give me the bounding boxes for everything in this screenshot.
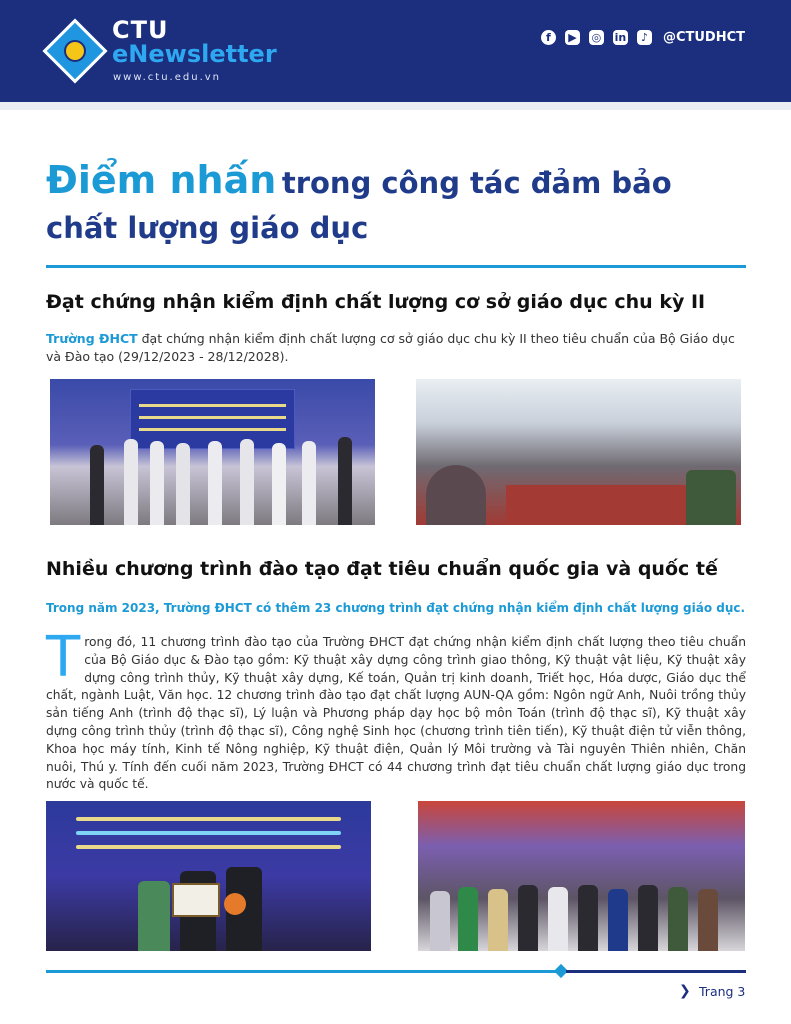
social-links [541, 30, 745, 45]
ctu-logo-icon [42, 18, 107, 83]
brand-enewsletter: eNewsletter [112, 40, 277, 68]
photo-banner [130, 389, 295, 449]
section2-body-text: rong đó, 11 chương trình đào tạo của Trường ĐHCT đạt chứng nhận kiểm định chất lượng theo tiêu chuẩn của Bộ Giáo dục & Đào tạo gồm: Kỹ thuật xây dựng công trình giao thông, Kỹ thuật vật liệu, Kỹ thuật xây dựng công trình thủy, Kỹ thuật xây dựng, Kế toán, Quản trị kinh doanh, Triết học, Hóa dược, Giáo dục thể chất, ngành Luật, Văn học. 12 chương trình đào tạo đạt chất lượng AUN-QA gồm: Ngôn ngữ Anh, Nuôi trồng thủy sản tiếng Anh (trình độ thạc sĩ), Lý luận và Phương pháp dạy học bộ môn Toán (trình độ thạc sĩ), Kỹ thuật xây dựng công trình thủy (trình độ thạc sĩ), Công nghệ Sinh học (chương trình tiên tiến), Kỹ thuật điện tử viễn thông, Khoa học máy tính, Kinh tế Nông nghiệp, Kỹ thuật điện, Quản lý Môi trường và Tài nguyên Thiên nhiên, Chăn nuôi, Thú y. Tính đến cuối năm 2023, Trường ĐHCT có 44 chương trình đạt tiêu chuẩn chất lượng giáo dục trong nước và quốc tế. [46, 635, 746, 792]
footer-divider-left [46, 970, 556, 973]
header-bar [0, 0, 791, 104]
tiktok-icon[interactable]: ♪ [637, 30, 652, 45]
page-title [46, 160, 746, 253]
social-handle[interactable]: @CTUDHCT [662, 30, 745, 45]
website-url: www.ctu.edu.vn [113, 72, 222, 83]
section1-text: đạt chứng nhận kiểm định chất lượng cơ sở giáo dục chu kỳ II theo tiêu chuẩn của Bộ Giáo dục và Đào tạo (29/12/2023 - 28/12/2028). [46, 331, 735, 364]
instagram-icon[interactable]: ◎ [589, 30, 604, 45]
section1-paragraph [46, 330, 746, 366]
header-divider [0, 102, 791, 110]
brand-ctu: CTU [112, 16, 169, 44]
section2-heading: Nhiều chương trình đào tạo đạt tiêu chuẩn quốc gia và quốc tế [46, 558, 718, 580]
page-chevron-icon: ❯ [679, 983, 691, 999]
certificate-image [172, 883, 220, 917]
section2-lead: Trong năm 2023, Trường ĐHCT có thêm 23 chương trình đạt chứng nhận kiểm định chất lượng giáo dục. [46, 601, 746, 615]
photo-certificate-handover [46, 801, 371, 951]
footer-divider-right [566, 970, 746, 973]
youtube-icon[interactable]: ▶ [565, 30, 580, 45]
page-number: Trang 3 [699, 984, 746, 999]
photo-certificate-ceremony [50, 379, 375, 525]
photo-banner [66, 809, 351, 867]
section2-body [46, 625, 746, 794]
section1-heading: Đạt chứng nhận kiểm định chất lượng cơ sở giáo dục chu kỳ II [46, 291, 706, 313]
photo-group [418, 801, 745, 951]
facebook-icon[interactable]: f [541, 30, 556, 45]
linkedin-icon[interactable]: in [614, 31, 627, 44]
photo-audience [416, 379, 741, 525]
title-accent: Điểm nhấn [46, 158, 277, 202]
section1-highlight: Trường ĐHCT [46, 331, 138, 346]
title-divider [46, 265, 746, 268]
title-rest: trong công tác đảm bảo chất lượng giáo dục [46, 166, 672, 245]
dropcap: T [46, 625, 81, 690]
